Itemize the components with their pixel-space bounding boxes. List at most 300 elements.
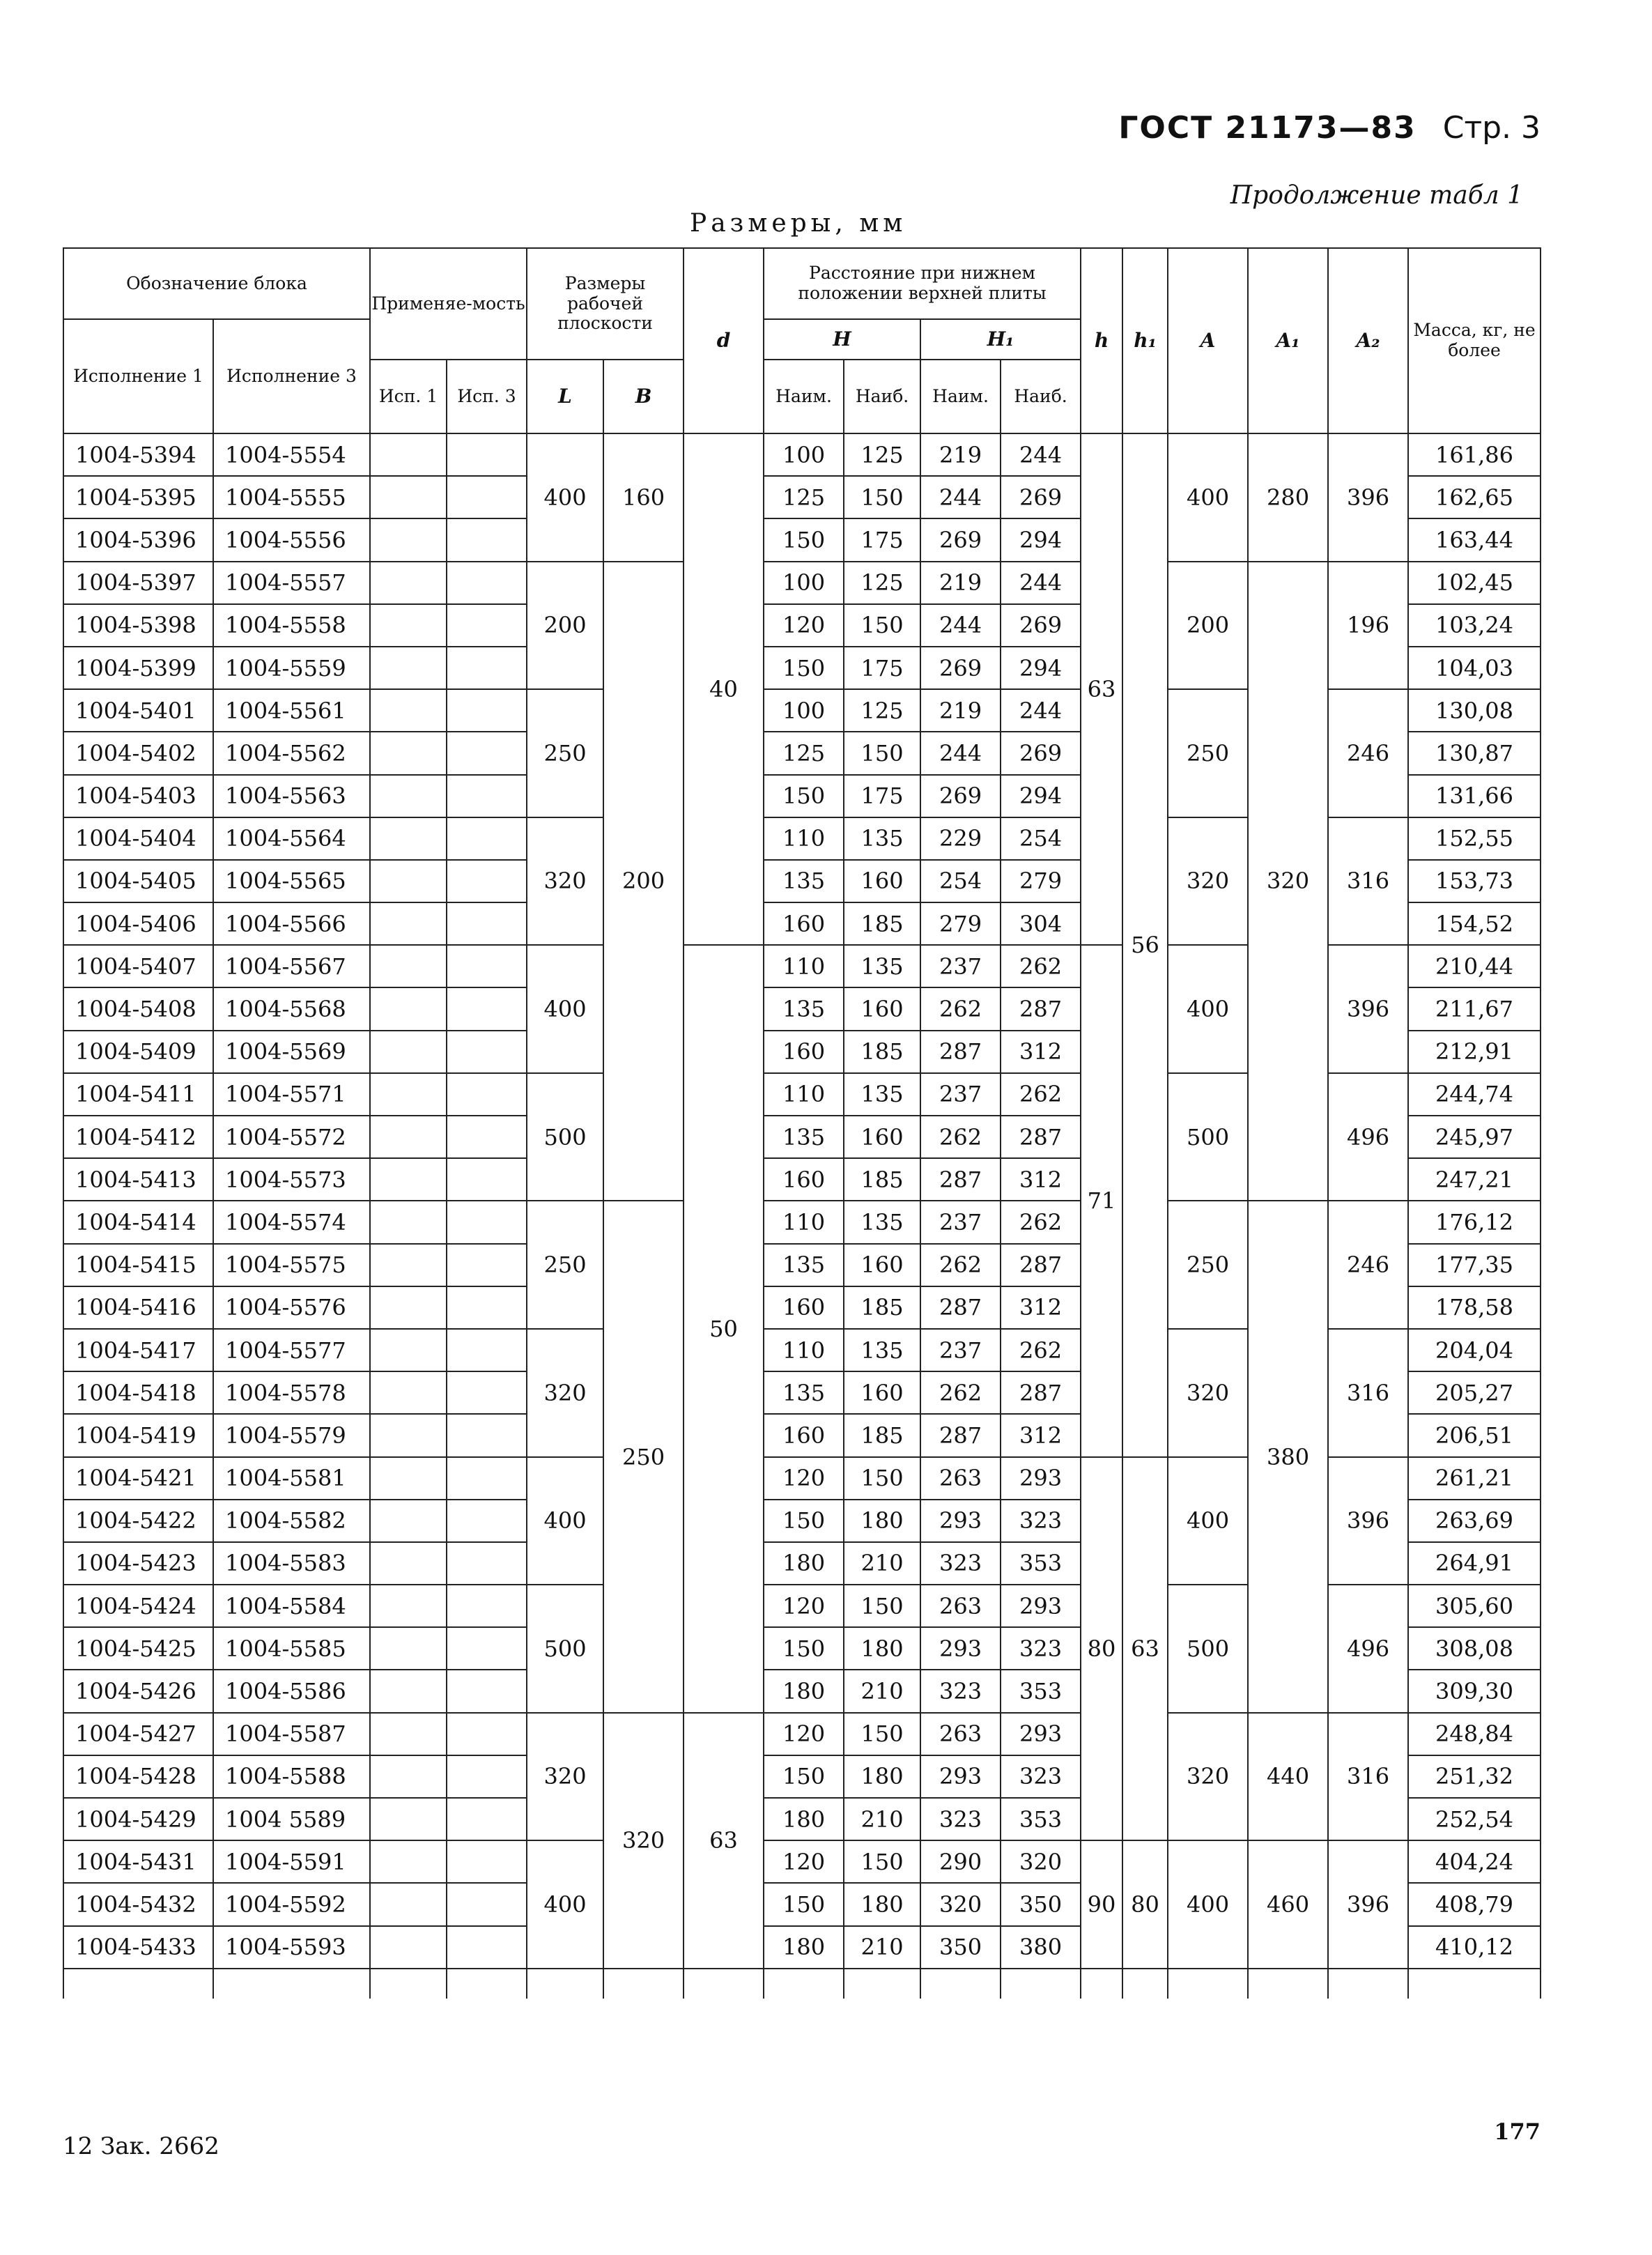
spacer-cell <box>1408 1969 1541 1999</box>
mass-value: 104,03 <box>1408 647 1541 689</box>
mass-value: 178,58 <box>1408 1286 1541 1329</box>
col-A2: A₂ <box>1328 248 1408 433</box>
mass-value: 261,21 <box>1408 1457 1541 1500</box>
col-A: A <box>1168 248 1248 433</box>
H-max: 150 <box>844 1585 920 1627</box>
H-min: 150 <box>764 518 844 561</box>
H1-max: 244 <box>1001 689 1081 732</box>
variant1-code: 1004-5404 <box>63 817 213 860</box>
cell-a: 320 <box>1168 1713 1248 1841</box>
use1-cell <box>370 1244 447 1286</box>
col-H1-min: Наим. <box>920 360 1001 433</box>
H-min: 100 <box>764 433 844 476</box>
col-H-max: Наиб. <box>844 360 920 433</box>
variant1-code: 1004-5405 <box>63 860 213 902</box>
H-min: 125 <box>764 476 844 518</box>
mass-value: 154,52 <box>1408 902 1541 945</box>
mass-value: 130,08 <box>1408 689 1541 732</box>
variant3-code: 1004-5557 <box>213 562 370 604</box>
H1-max: 353 <box>1001 1798 1081 1840</box>
table-row <box>63 1201 1541 1243</box>
mass-value: 205,27 <box>1408 1371 1541 1414</box>
H1-max: 287 <box>1001 1244 1081 1286</box>
cell-a2: 316 <box>1328 1329 1408 1457</box>
mass-value: 153,73 <box>1408 860 1541 902</box>
spacer-cell <box>844 1969 920 1999</box>
H-max: 135 <box>844 1329 920 1371</box>
use1-cell <box>370 1627 447 1670</box>
variant1-code: 1004-5429 <box>63 1798 213 1840</box>
use3-cell <box>447 1116 527 1158</box>
H1-max: 312 <box>1001 1286 1081 1329</box>
use1-cell <box>370 1286 447 1329</box>
variant3-code: 1004-5566 <box>213 902 370 945</box>
H1-max: 279 <box>1001 860 1081 902</box>
use1-cell <box>370 902 447 945</box>
col-H-min: Наим. <box>764 360 844 433</box>
H1-min: 237 <box>920 945 1001 987</box>
cell-a2: 316 <box>1328 817 1408 946</box>
H1-min: 269 <box>920 775 1001 817</box>
H-min: 135 <box>764 1371 844 1414</box>
H1-max: 323 <box>1001 1755 1081 1798</box>
H-min: 125 <box>764 732 844 774</box>
cell-a: 400 <box>1168 945 1248 1073</box>
mass-value: 103,24 <box>1408 604 1541 647</box>
spacer-cell <box>1328 1969 1408 1999</box>
mass-value: 163,44 <box>1408 518 1541 561</box>
cell-a2: 396 <box>1328 945 1408 1073</box>
H1-max: 312 <box>1001 1158 1081 1201</box>
H-max: 160 <box>844 1244 920 1286</box>
H-min: 160 <box>764 1031 844 1073</box>
variant1-code: 1004-5409 <box>63 1031 213 1073</box>
H-min: 150 <box>764 775 844 817</box>
use1-cell <box>370 732 447 774</box>
cell-a: 500 <box>1168 1073 1248 1201</box>
use3-cell <box>447 689 527 732</box>
use3-cell <box>447 902 527 945</box>
standard-number: ГОСТ 21173—83 <box>1118 110 1416 146</box>
H-min: 120 <box>764 1840 844 1883</box>
H1-max: 293 <box>1001 1585 1081 1627</box>
cell-a2: 196 <box>1328 562 1408 690</box>
cell-a2: 496 <box>1328 1073 1408 1201</box>
cell-b: 200 <box>603 562 684 1201</box>
H-max: 125 <box>844 433 920 476</box>
H-max: 150 <box>844 1457 920 1500</box>
cell-a: 500 <box>1168 1585 1248 1713</box>
use1-cell <box>370 1073 447 1116</box>
H-max: 160 <box>844 860 920 902</box>
H1-min: 287 <box>920 1031 1001 1073</box>
H-min: 120 <box>764 1713 844 1755</box>
H-max: 150 <box>844 476 920 518</box>
mass-value: 177,35 <box>1408 1244 1541 1286</box>
use3-cell <box>447 1031 527 1073</box>
variant3-code: 1004-5592 <box>213 1883 370 1925</box>
use3-cell <box>447 1457 527 1500</box>
H1-max: 294 <box>1001 518 1081 561</box>
H1-max: 254 <box>1001 817 1081 860</box>
H-max: 160 <box>844 1116 920 1158</box>
mass-value: 152,55 <box>1408 817 1541 860</box>
variant1-code: 1004-5424 <box>63 1585 213 1627</box>
H1-min: 262 <box>920 987 1001 1030</box>
variant3-code: 1004-5562 <box>213 732 370 774</box>
H1-min: 323 <box>920 1798 1001 1840</box>
H1-max: 380 <box>1001 1926 1081 1969</box>
table-row <box>63 433 1541 476</box>
cell-a: 250 <box>1168 1201 1248 1329</box>
variant3-code: 1004-5569 <box>213 1031 370 1073</box>
table-row <box>63 1713 1541 1755</box>
variant1-code: 1004-5394 <box>63 433 213 476</box>
cell-a: 200 <box>1168 562 1248 690</box>
variant1-code: 1004-5408 <box>63 987 213 1030</box>
H-max: 210 <box>844 1798 920 1840</box>
H-max: 150 <box>844 732 920 774</box>
H1-min: 219 <box>920 433 1001 476</box>
mass-value: 251,32 <box>1408 1755 1541 1798</box>
use1-cell <box>370 987 447 1030</box>
variant3-code: 1004-5574 <box>213 1201 370 1243</box>
variant3-code: 1004-5555 <box>213 476 370 518</box>
H1-min: 293 <box>920 1500 1001 1542</box>
variant3-code: 1004-5584 <box>213 1585 370 1627</box>
H-max: 180 <box>844 1883 920 1925</box>
variant3-code: 1004 5589 <box>213 1798 370 1840</box>
col-block-designation: Обозначение блока <box>63 248 370 319</box>
use3-cell <box>447 433 527 476</box>
table-body <box>63 433 1541 1999</box>
cell-d: 50 <box>684 945 764 1712</box>
variant3-code: 1004-5579 <box>213 1414 370 1456</box>
use3-cell <box>447 860 527 902</box>
variant1-code: 1004-5395 <box>63 476 213 518</box>
continuation-note: Продолжение табл 1 <box>1230 181 1523 210</box>
H-max: 180 <box>844 1755 920 1798</box>
variant1-code: 1004-5399 <box>63 647 213 689</box>
H1-max: 293 <box>1001 1713 1081 1755</box>
use3-cell <box>447 518 527 561</box>
table-title: Размеры, мм <box>690 209 907 238</box>
cell-l: 250 <box>527 1201 603 1329</box>
mass-value: 212,91 <box>1408 1031 1541 1073</box>
H1-max: 304 <box>1001 902 1081 945</box>
H-min: 180 <box>764 1542 844 1585</box>
use1-cell <box>370 1883 447 1925</box>
H1-min: 262 <box>920 1371 1001 1414</box>
variant3-code: 1004-5578 <box>213 1371 370 1414</box>
use1-cell <box>370 817 447 860</box>
cell-a2: 246 <box>1328 1201 1408 1329</box>
use1-cell <box>370 1798 447 1840</box>
variant3-code: 1004-5587 <box>213 1713 370 1755</box>
H1-max: 312 <box>1001 1031 1081 1073</box>
H1-min: 262 <box>920 1116 1001 1158</box>
H1-min: 237 <box>920 1073 1001 1116</box>
H1-max: 293 <box>1001 1457 1081 1500</box>
cell-h: 90 <box>1081 1840 1122 1969</box>
use1-cell <box>370 1542 447 1585</box>
use1-cell <box>370 518 447 561</box>
use1-cell <box>370 604 447 647</box>
mass-value: 131,66 <box>1408 775 1541 817</box>
H-max: 185 <box>844 902 920 945</box>
H-max: 185 <box>844 1414 920 1456</box>
mass-value: 404,24 <box>1408 1840 1541 1883</box>
variant1-code: 1004-5413 <box>63 1158 213 1201</box>
use1-cell <box>370 1371 447 1414</box>
spacer-cell <box>1001 1969 1081 1999</box>
col-d: d <box>684 248 764 433</box>
cell-a: 400 <box>1168 1457 1248 1585</box>
H-max: 135 <box>844 945 920 987</box>
use3-cell <box>447 1414 527 1456</box>
H-min: 135 <box>764 1116 844 1158</box>
cell-a2: 496 <box>1328 1585 1408 1713</box>
H-min: 110 <box>764 817 844 860</box>
variant1-code: 1004-5414 <box>63 1201 213 1243</box>
H1-max: 320 <box>1001 1840 1081 1883</box>
variant3-code: 1004-5582 <box>213 1500 370 1542</box>
H1-min: 287 <box>920 1158 1001 1201</box>
H-min: 120 <box>764 1585 844 1627</box>
H1-min: 219 <box>920 562 1001 604</box>
dimensions-table <box>63 247 1541 1999</box>
variant1-code: 1004-5427 <box>63 1713 213 1755</box>
H1-max: 269 <box>1001 604 1081 647</box>
H-min: 100 <box>764 562 844 604</box>
H-max: 185 <box>844 1286 920 1329</box>
use1-cell <box>370 647 447 689</box>
H1-max: 262 <box>1001 1329 1081 1371</box>
use1-cell <box>370 1713 447 1755</box>
cell-a1: 380 <box>1248 1201 1328 1712</box>
variant3-code: 1004-5593 <box>213 1926 370 1969</box>
H1-min: 323 <box>920 1670 1001 1712</box>
variant1-code: 1004-5416 <box>63 1286 213 1329</box>
variant1-code: 1004-5403 <box>63 775 213 817</box>
variant3-code: 1004-5564 <box>213 817 370 860</box>
mass-value: 264,91 <box>1408 1542 1541 1585</box>
cell-h1: 63 <box>1122 1457 1168 1841</box>
use3-cell <box>447 987 527 1030</box>
variant1-code: 1004-5432 <box>63 1883 213 1925</box>
variant3-code: 1004-5568 <box>213 987 370 1030</box>
cell-a2: 396 <box>1328 433 1408 562</box>
variant1-code: 1004-5415 <box>63 1244 213 1286</box>
H1-min: 263 <box>920 1457 1001 1500</box>
H-max: 175 <box>844 775 920 817</box>
variant1-code: 1004-5412 <box>63 1116 213 1158</box>
H-min: 110 <box>764 1073 844 1116</box>
page-number: 177 <box>1494 2118 1541 2145</box>
use3-cell <box>447 1713 527 1755</box>
use1-cell <box>370 1158 447 1201</box>
mass-value: 204,04 <box>1408 1329 1541 1371</box>
cell-b: 250 <box>603 1201 684 1712</box>
H1-max: 262 <box>1001 1201 1081 1243</box>
cell-a: 250 <box>1168 689 1248 817</box>
use1-cell <box>370 1201 447 1243</box>
use1-cell <box>370 1500 447 1542</box>
use1-cell <box>370 1329 447 1371</box>
table-row <box>63 562 1541 604</box>
use3-cell <box>447 1883 527 1925</box>
col-mass: Масса, кг, не более <box>1408 248 1541 433</box>
variant3-code: 1004-5577 <box>213 1329 370 1371</box>
col-H1: H₁ <box>920 319 1081 360</box>
cell-l: 250 <box>527 689 603 817</box>
use1-cell <box>370 476 447 518</box>
col-work-surface: Размеры рабочей плоскости <box>527 248 684 360</box>
H-min: 160 <box>764 1414 844 1456</box>
table-row <box>63 1840 1541 1883</box>
mass-value: 206,51 <box>1408 1414 1541 1456</box>
col-B: B <box>603 360 684 433</box>
H-min: 180 <box>764 1670 844 1712</box>
variant1-code: 1004-5402 <box>63 732 213 774</box>
col-use1: Исп. 1 <box>370 360 447 433</box>
H1-max: 244 <box>1001 433 1081 476</box>
mass-value: 408,79 <box>1408 1883 1541 1925</box>
use1-cell <box>370 945 447 987</box>
H-min: 110 <box>764 1201 844 1243</box>
H-max: 135 <box>844 1201 920 1243</box>
use1-cell <box>370 1840 447 1883</box>
use1-cell <box>370 1457 447 1500</box>
spacer-cell <box>527 1969 603 1999</box>
variant3-code: 1004-5591 <box>213 1840 370 1883</box>
H1-max: 269 <box>1001 476 1081 518</box>
H-min: 180 <box>764 1798 844 1840</box>
variant3-code: 1004-5558 <box>213 604 370 647</box>
variant3-code: 1004-5563 <box>213 775 370 817</box>
cell-a2: 396 <box>1328 1457 1408 1585</box>
H1-min: 269 <box>920 647 1001 689</box>
H-min: 150 <box>764 1755 844 1798</box>
variant1-code: 1004-5396 <box>63 518 213 561</box>
cell-l: 400 <box>527 1840 603 1969</box>
use3-cell <box>447 1542 527 1585</box>
H1-min: 244 <box>920 604 1001 647</box>
mass-value: 308,08 <box>1408 1627 1541 1670</box>
H-min: 135 <box>764 1244 844 1286</box>
variant3-code: 1004-5559 <box>213 647 370 689</box>
cell-b: 320 <box>603 1713 684 1969</box>
mass-value: 263,69 <box>1408 1500 1541 1542</box>
mass-value: 176,12 <box>1408 1201 1541 1243</box>
variant3-code: 1004-5554 <box>213 433 370 476</box>
cell-h1: 80 <box>1122 1840 1168 1969</box>
H1-max: 323 <box>1001 1627 1081 1670</box>
use3-cell <box>447 1670 527 1712</box>
H1-min: 293 <box>920 1627 1001 1670</box>
col-H1-max: Наиб. <box>1001 360 1081 433</box>
use3-cell <box>447 1201 527 1243</box>
mass-value: 410,12 <box>1408 1926 1541 1969</box>
spacer-cell <box>764 1969 844 1999</box>
H-min: 135 <box>764 860 844 902</box>
use3-cell <box>447 1500 527 1542</box>
H1-max: 294 <box>1001 775 1081 817</box>
col-applicability: Применяе-мость <box>370 248 527 360</box>
use1-cell <box>370 1755 447 1798</box>
mass-value: 309,30 <box>1408 1670 1541 1712</box>
variant1-code: 1004-5426 <box>63 1670 213 1712</box>
use3-cell <box>447 732 527 774</box>
variant3-code: 1004-5567 <box>213 945 370 987</box>
variant3-code: 1004-5588 <box>213 1755 370 1798</box>
variant3-code: 1004-5556 <box>213 518 370 561</box>
H1-min: 350 <box>920 1926 1001 1969</box>
cell-h1: 56 <box>1122 433 1168 1457</box>
variant3-code: 1004-5561 <box>213 689 370 732</box>
H1-min: 290 <box>920 1840 1001 1883</box>
variant3-code: 1004-5573 <box>213 1158 370 1201</box>
cell-a: 400 <box>1168 1840 1248 1969</box>
variant3-code: 1004-5575 <box>213 1244 370 1286</box>
use3-cell <box>447 1926 527 1969</box>
variant1-code: 1004-5433 <box>63 1926 213 1969</box>
cell-l: 500 <box>527 1073 603 1201</box>
mass-value: 248,84 <box>1408 1713 1541 1755</box>
H-min: 120 <box>764 604 844 647</box>
cell-l: 400 <box>527 945 603 1073</box>
variant3-code: 1004-5565 <box>213 860 370 902</box>
cell-a1: 320 <box>1248 562 1328 1201</box>
cell-a: 320 <box>1168 1329 1248 1457</box>
H-max: 210 <box>844 1670 920 1712</box>
H-min: 150 <box>764 1627 844 1670</box>
H-min: 160 <box>764 902 844 945</box>
cell-h: 63 <box>1081 433 1122 945</box>
page-label: Стр. 3 <box>1442 110 1541 146</box>
spacer-cell <box>603 1969 684 1999</box>
mass-value: 162,65 <box>1408 476 1541 518</box>
variant1-code: 1004-5417 <box>63 1329 213 1371</box>
cell-h: 71 <box>1081 945 1122 1456</box>
use3-cell <box>447 775 527 817</box>
col-h: h <box>1081 248 1122 433</box>
H-min: 160 <box>764 1158 844 1201</box>
variant3-code: 1004-5572 <box>213 1116 370 1158</box>
mass-value: 211,67 <box>1408 987 1541 1030</box>
col-L: L <box>527 360 603 433</box>
use3-cell <box>447 1627 527 1670</box>
H-min: 160 <box>764 1286 844 1329</box>
H-max: 175 <box>844 518 920 561</box>
use3-cell <box>447 1073 527 1116</box>
H-max: 160 <box>844 987 920 1030</box>
H-min: 150 <box>764 647 844 689</box>
footer-order: 12 Зак. 2662 <box>63 2132 219 2160</box>
use1-cell <box>370 1116 447 1158</box>
H1-min: 219 <box>920 689 1001 732</box>
H-max: 210 <box>844 1542 920 1585</box>
H1-min: 262 <box>920 1244 1001 1286</box>
variant1-code: 1004-5418 <box>63 1371 213 1414</box>
use3-cell <box>447 1158 527 1201</box>
variant1-code: 1004-5431 <box>63 1840 213 1883</box>
use3-cell <box>447 476 527 518</box>
spacer-cell <box>370 1969 447 1999</box>
use3-cell <box>447 945 527 987</box>
cell-l: 400 <box>527 433 603 562</box>
spacer-cell <box>213 1969 370 1999</box>
